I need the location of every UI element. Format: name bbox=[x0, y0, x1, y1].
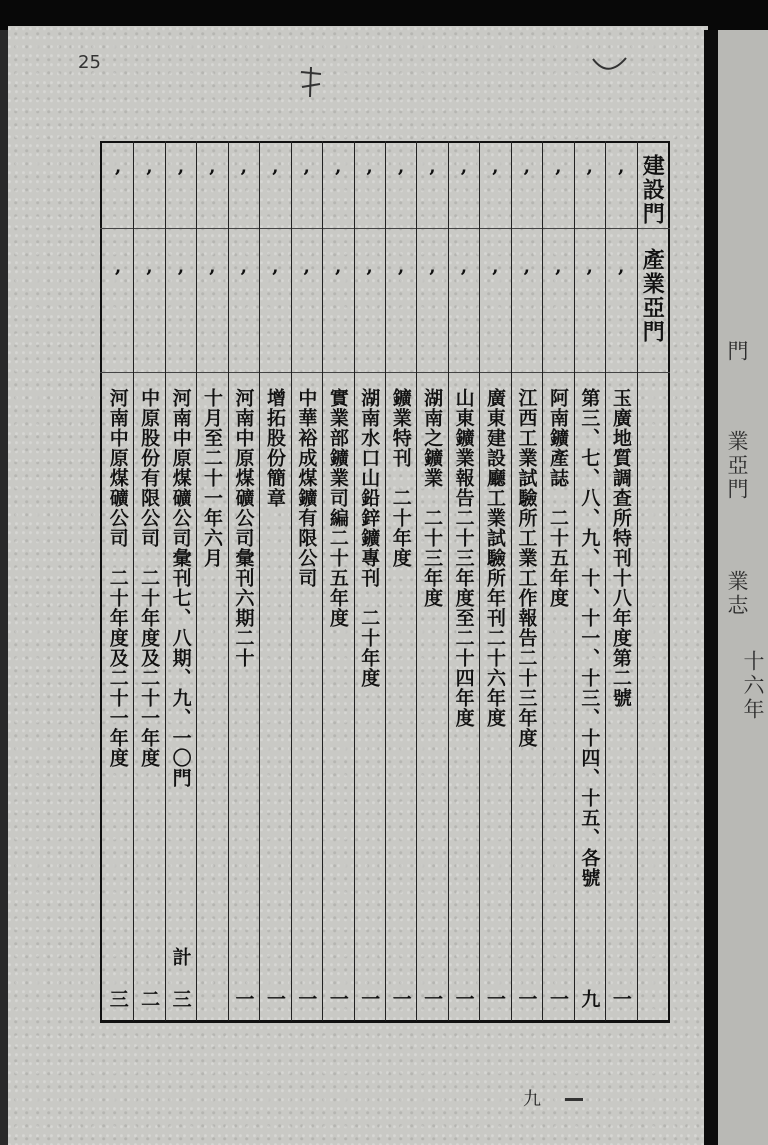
column-rule bbox=[448, 141, 449, 1021]
column-rule bbox=[637, 141, 638, 1021]
adjacent-page bbox=[718, 30, 768, 1145]
entry-title: 中華裕成煤鑛有限公司 bbox=[295, 388, 318, 588]
entry-title: 江西工業試驗所工業工作報告二十三年度 bbox=[515, 388, 538, 748]
ditto-mark: ʼ bbox=[616, 265, 624, 289]
margin-scribble: 25 bbox=[78, 52, 101, 73]
catalog-entry-row bbox=[542, 150, 573, 1020]
entry-count: 一 bbox=[389, 989, 412, 1010]
entry-count: 一 bbox=[358, 989, 381, 1010]
column-rule bbox=[259, 141, 260, 1021]
catalog-entry-row bbox=[448, 150, 479, 1020]
column-rule bbox=[542, 141, 543, 1021]
entry-count: 一 bbox=[326, 989, 349, 1010]
category-major: 建設門 bbox=[639, 154, 666, 226]
ditto-mark: ʼ bbox=[396, 165, 404, 189]
catalog-entry-row bbox=[416, 150, 447, 1020]
catalog-entry-row bbox=[133, 150, 164, 1020]
ditto-mark: ʼ bbox=[302, 265, 310, 289]
adjacent-page-text-1: 門 bbox=[725, 340, 749, 364]
ditto-mark: ʼ bbox=[585, 265, 593, 289]
column-rule bbox=[196, 141, 197, 1021]
entry-title: 河南中原煤礦公司彙刊七、八期、九、一〇門 bbox=[169, 388, 192, 788]
catalog-entry-row bbox=[354, 150, 385, 1020]
catalog-entry-row bbox=[259, 150, 290, 1020]
ditto-mark: ʼ bbox=[270, 265, 278, 289]
ditto-mark: ʼ bbox=[270, 165, 278, 189]
ditto-mark: ʼ bbox=[585, 165, 593, 189]
ditto-mark: ʼ bbox=[239, 165, 247, 189]
table-right-rule bbox=[668, 141, 670, 1023]
entry-title: 河南中原煤礦公司 二十年度及二十一年度 bbox=[106, 388, 129, 768]
ditto-mark: ʼ bbox=[176, 165, 184, 189]
catalog-entry-row bbox=[385, 150, 416, 1020]
ditto-mark: ʼ bbox=[208, 265, 216, 289]
ditto-mark: ʼ bbox=[616, 165, 624, 189]
margin-curve-mark bbox=[590, 54, 630, 79]
column-rule bbox=[165, 141, 166, 1021]
category-header-column bbox=[637, 150, 668, 1020]
ditto-mark: ʼ bbox=[302, 165, 310, 189]
ditto-mark: ʼ bbox=[365, 265, 373, 289]
entry-title: 阿南鑛產誌 二十五年度 bbox=[546, 388, 569, 608]
adjacent-page-text-2: 業亞門 bbox=[725, 430, 749, 502]
entry-count: 一 bbox=[421, 989, 444, 1010]
ditto-mark: ʼ bbox=[396, 265, 404, 289]
ditto-mark: ʼ bbox=[365, 165, 373, 189]
column-rule bbox=[133, 141, 134, 1021]
catalog-entry-row bbox=[479, 150, 510, 1020]
ditto-mark: ʼ bbox=[333, 265, 341, 289]
entry-count: 一 bbox=[452, 989, 475, 1010]
ditto-mark: ʼ bbox=[491, 265, 499, 289]
entry-count: 九 bbox=[578, 989, 601, 1010]
ditto-mark: ʼ bbox=[522, 265, 530, 289]
entry-title: 山東鑛業報告二十三年度至二十四年度 bbox=[452, 388, 475, 728]
column-rule bbox=[511, 141, 512, 1021]
entry-count: 一 bbox=[484, 989, 507, 1010]
column-rule bbox=[574, 141, 575, 1021]
column-rule bbox=[479, 141, 480, 1021]
folio-mark bbox=[565, 1098, 583, 1101]
catalog-entry-row bbox=[322, 150, 353, 1020]
book-gutter bbox=[704, 30, 718, 1145]
column-rule bbox=[605, 141, 606, 1021]
entry-title: 鑛業特刊 二十年度 bbox=[389, 388, 412, 568]
entry-title: 玉廣地質調查所特刊十八年度第二號 bbox=[609, 388, 632, 708]
column-rule bbox=[354, 141, 355, 1021]
entry-count: 三 bbox=[106, 989, 129, 1010]
catalog-entry-row bbox=[196, 150, 227, 1020]
entry-title: 第三、七、八、九、十、十一、十三、十四、十五、各號 bbox=[578, 388, 601, 888]
ditto-mark: ʼ bbox=[459, 165, 467, 189]
column-rule bbox=[291, 141, 292, 1021]
entry-count: 一 bbox=[263, 989, 286, 1010]
page-number: 九 bbox=[523, 1089, 541, 1110]
catalog-entry-row bbox=[165, 150, 196, 1020]
entry-title: 中原股份有限公司 二十年度及二十一年度 bbox=[138, 388, 161, 768]
ditto-mark: ʼ bbox=[491, 165, 499, 189]
ditto-mark: ʼ bbox=[208, 165, 216, 189]
catalog-entry-row bbox=[511, 150, 542, 1020]
margin-ink-mark bbox=[296, 62, 326, 102]
catalog-entry-row bbox=[574, 150, 605, 1020]
catalog-entry-row bbox=[102, 150, 133, 1020]
entry-count: 一 bbox=[609, 989, 632, 1010]
ditto-mark: ʼ bbox=[145, 165, 153, 189]
ditto-mark: ʼ bbox=[428, 265, 436, 289]
ditto-mark: ʼ bbox=[176, 265, 184, 289]
entry-title: 十月至二十一年六月 bbox=[201, 388, 224, 568]
adjacent-page-text-3: 業志 bbox=[725, 570, 749, 618]
catalog-entry-row bbox=[291, 150, 322, 1020]
column-rule bbox=[322, 141, 323, 1021]
entry-count: 二 bbox=[138, 989, 161, 1010]
ditto-mark: ʼ bbox=[333, 165, 341, 189]
column-rule bbox=[385, 141, 386, 1021]
ditto-mark: ʼ bbox=[553, 165, 561, 189]
entry-title: 湖南之鑛業 二十三年度 bbox=[421, 388, 444, 608]
column-rule bbox=[416, 141, 417, 1021]
entry-count: 一 bbox=[546, 989, 569, 1010]
entry-count: 一 bbox=[232, 989, 255, 1010]
ditto-mark: ʼ bbox=[239, 265, 247, 289]
entry-title: 河南中原煤礦公司彙刊六期二十 bbox=[232, 388, 255, 668]
ditto-mark: ʼ bbox=[459, 265, 467, 289]
ditto-mark: ʼ bbox=[113, 265, 121, 289]
category-minor: 產業亞門 bbox=[639, 248, 666, 344]
adjacent-page-text-4: 十六年 bbox=[741, 650, 765, 722]
catalog-entry-row bbox=[605, 150, 636, 1020]
entry-count: 一 bbox=[295, 989, 318, 1010]
entry-title: 增拓股份簡章 bbox=[263, 388, 286, 508]
entry-count: 計 三 bbox=[169, 947, 192, 1010]
entry-title: 實業部鑛業司編二十五年度 bbox=[326, 388, 349, 628]
column-rule bbox=[228, 141, 229, 1021]
entry-title: 湖南水口山鉛鋅鑛專刊 二十年度 bbox=[358, 388, 381, 688]
entry-count: 一 bbox=[515, 989, 538, 1010]
ditto-mark: ʼ bbox=[145, 265, 153, 289]
catalog-entry-row bbox=[228, 150, 259, 1020]
ditto-mark: ʼ bbox=[553, 265, 561, 289]
ditto-mark: ʼ bbox=[428, 165, 436, 189]
entry-title: 廣東建設廳工業試驗所年刊二十六年度 bbox=[484, 388, 507, 728]
ditto-mark: ʼ bbox=[522, 165, 530, 189]
ditto-mark: ʼ bbox=[113, 165, 121, 189]
